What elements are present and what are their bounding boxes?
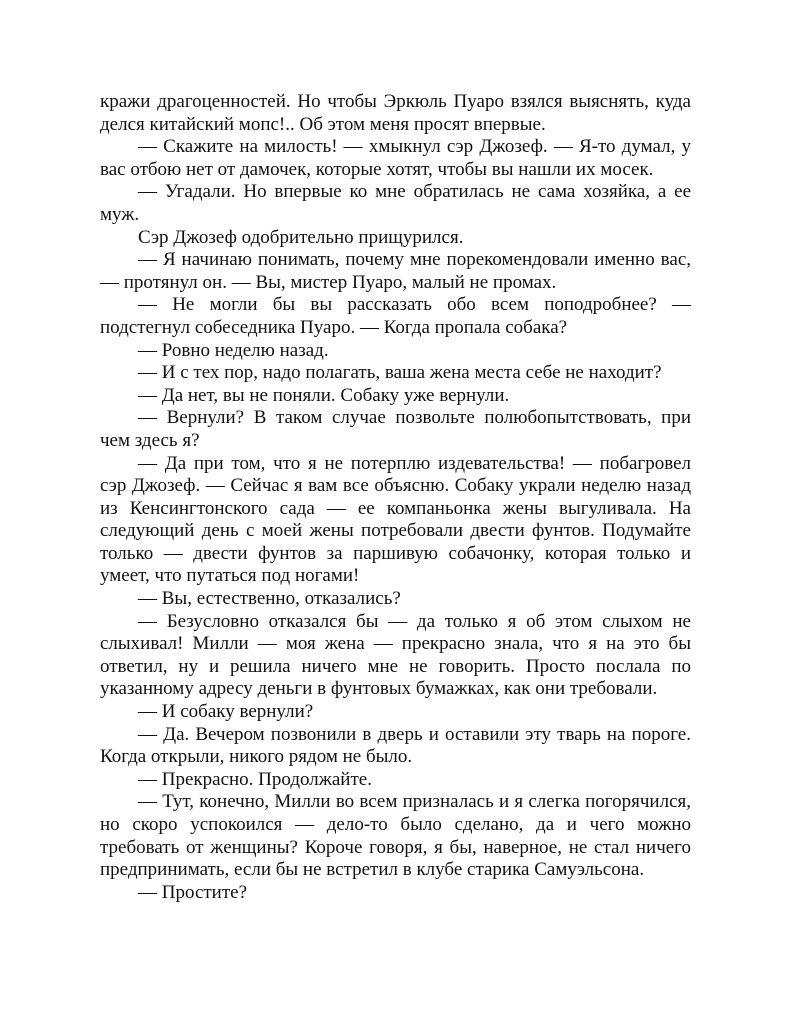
body-text: [100, 91, 691, 904]
paragraph: кражи драгоценностей. Но чтобы Эркюль Пуаро взялся выяснять, куда делся китайский мопс!.. Об этом меня просят впервые.: [100, 91, 691, 135]
paragraph: — Вернули? В таком случае позвольте полюбопытствовать, при чем здесь я?: [100, 407, 691, 451]
paragraph: Сэр Джозеф одобрительно прищурился.: [138, 226, 464, 248]
paragraph: — Вы, естественно, отказались?: [138, 588, 401, 610]
paragraph: — Не могли бы вы рассказать обо всем поподробнее? — подстегнул собеседника Пуаро. — Когда пропала собака?: [100, 294, 691, 338]
paragraph: — Тут, конечно, Милли во всем призналась и я слегка погорячился, но скоро успокоился — дело-то было сделано, да и чего можно требовать от женщины? Короче говоря, я бы, наверное, не стал ничего предпринимать, если бы не встретил в клубе старика Самуэльсона.: [100, 791, 691, 881]
paragraph: — Ровно неделю назад.: [138, 339, 329, 361]
paragraph: — Да. Вечером позвонили в дверь и оставили эту тварь на пороге. Когда открыли, никого рядом не было.: [100, 723, 691, 768]
paragraph: — И собаку вернули?: [138, 701, 314, 723]
paragraph: — Скажите на милость! — хмыкнул сэр Джозеф. — Я-то думал, у вас отбою нет от дамочек, которые хотят, чтобы вы нашли их мосек.: [100, 136, 691, 180]
paragraph: — И с тех пор, надо полагать, ваша жена места себе не находит?: [138, 362, 662, 384]
paragraph: — Прекрасно. Продолжайте.: [138, 768, 372, 790]
paragraph: — Да при том, что я не потерплю издевательства! — побагровел сэр Джозеф. — Сейчас я вам все объясню. Собаку украли неделю назад из Кенсингтонского сада — ее компаньонка жены выгуливала. На следующий день с моей жены потребовали двести фунтов. Подумайте только — двести фунтов за паршивую собачонку, которая только и умеет, что путаться под ногами!: [100, 452, 691, 587]
paragraph: — Да нет, вы не поняли. Собаку уже вернули.: [138, 384, 510, 406]
paragraph: — Я начинаю понимать, почему мне порекомендовали именно вас, — протянул он. — Вы, мистер Пуаро, малый не промах.: [100, 249, 691, 293]
paragraph: — Простите?: [138, 881, 248, 903]
paragraph: — Безусловно отказался бы — да только я об этом слыхом не слыхивал! Милли — моя жена — прекрасно знала, что я на это бы ответил, ну и решила ничего мне не говорить. Просто послала по указанному адресу деньги в фунтовых бумажках, как они требовали.: [100, 610, 691, 700]
paragraph: — Угадали. Но впервые ко мне обратилась не сама хозяйка, а ее муж.: [100, 181, 691, 225]
